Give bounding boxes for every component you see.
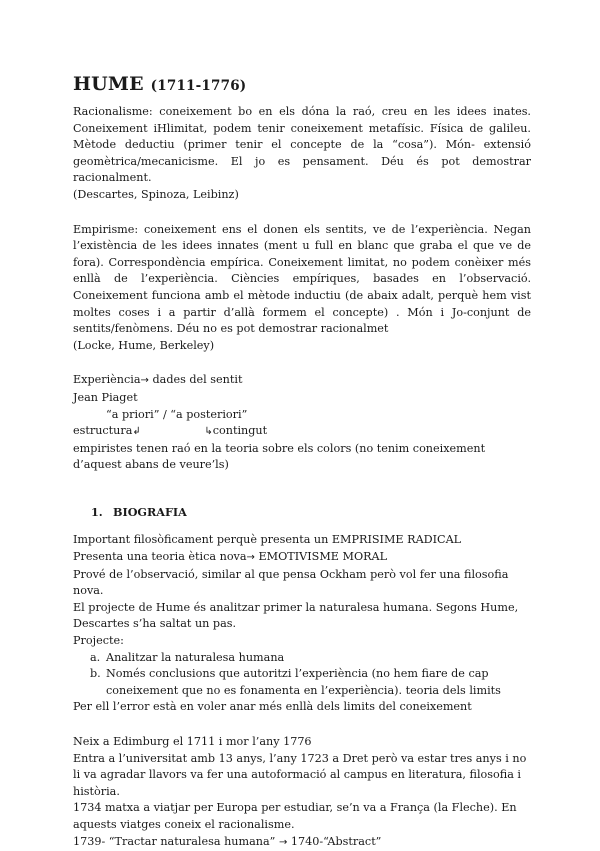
biografia-line-1: Important filosòficament perquè presenta un EMPRISIME RADICAL [73,533,462,547]
error-line: Per ell l’error està en voler anar més enllà dels limits del coneixement [73,700,472,714]
right-arrow-icon: → [246,552,255,564]
vida-line-4a: 1739- “Tractar naturalesa humana” [73,834,276,848]
vida-line-3: 1734 matxa a viatjar per Europa per estudiar, se’n va a França (la Fleche). En aquests viatges coneix el racionalisme. [73,801,517,831]
list-item [73,650,531,667]
return-arrow-icon: ↲ [132,426,141,438]
empirisme-paragraph: Empirisme: coneixement ens el donen els sentits, ve de l’experiència. Negan l’existència de les idees innates (ment u full en blanc que graba el que ve de fora). Correspondència empírica. Coneixement limitat, no podem conèixer més enllà de l’experiència. Ciències empíriques, basades en l’observació. Coneixement funciona amb el mètode inductiu (de abaix adalt, perquè hem vist moltes coses i a partir d’allà formem el concepte) . Món i Jo-conjunt de sentits/fenòmens. Déu no es pot demostrar racionalmet [73,222,531,336]
biografia-line-2a: Presenta una teoria ètica nova [73,550,247,564]
piaget-line: Jean Piaget [73,390,138,404]
turn-right-arrow-icon: ↳ [204,426,213,438]
experiencia-line [73,372,531,390]
right-arrow-icon: → [140,375,149,387]
racionalisme-authors: (Descartes, Spinoza, Leibinz) [73,187,239,201]
vida-line-2: Entra a l’universitat amb 13 anys, l’any 1723 a Dret però va estar tres anys i no li va agradar llavors va fer una autoformació al campus en literatura, filosofia i història. [73,751,527,798]
apriori-line: “a priori” / “a posteriori” [106,407,248,421]
projecte-label: Projecte: [73,634,124,648]
colors-line: empiristes tenen raó en la teoria sobre els colors (no tenim coneixement d’aquest abans de veure’ls) [73,441,486,472]
biografia-line-4: El projecte de Hume és analitzar primer la naturalesa humana. Segons Hume, Descartes s’ha saltat un pas. [73,600,519,631]
racionalisme-paragraph: Racionalisme: coneixement bo en els dóna la raó, creu en les idees inates. Coneixement iHlimitat, podem tenir coneixement metafísic. Física de galileu. Mètode deductiu (primer tenir el concepte de la “cosa”). Món- extensió geomètrica/mecanicisme. El jo es pensament. Déu és pot demostrar racionalment. [73,105,531,185]
estructura-label: estructura [73,424,133,438]
contingut-label: contingut [212,424,268,438]
right-arrow-icon: → [278,836,288,848]
list-item-text: Analitzar la naturalesa humana [106,650,285,664]
list-item-label: a. [90,650,101,664]
page-title [73,72,531,98]
empirisme-authors: (Locke, Hume, Berkeley) [73,338,215,352]
section-heading [91,504,531,521]
vida-line-4 [73,834,531,851]
biografia-line-3: Prové de l’observació, similar al que pensa Ockham però vol fer una filosofia nova. [73,567,509,598]
title-years: (1711-1776) [150,78,247,94]
biografia-line-2b: EMOTIVISME MORAL [254,550,388,564]
section-number: 1. [91,504,103,519]
title-main: HUME [73,73,144,95]
vida-line-4b: 1740-“Abstract” [287,834,382,848]
list-item-text: Només conclusions que autoritzi l’experiència (no hem fiare de cap coneixement que no es fonamenta en l’experiència). teoria dels limits [106,667,501,697]
biografia-line-2 [73,549,531,567]
vida-line-1: Neix a Edimburg el 1711 i mor l’any 1776 [73,735,312,748]
estructura-line [73,423,531,441]
document-page [73,72,531,851]
list-item-label: b. [90,667,101,681]
experiencia-right: dades del sentit [152,373,243,387]
list-item [73,666,531,699]
experiencia-left: Experiència [73,373,141,387]
section-title: BIOGRAFIA [113,504,187,519]
